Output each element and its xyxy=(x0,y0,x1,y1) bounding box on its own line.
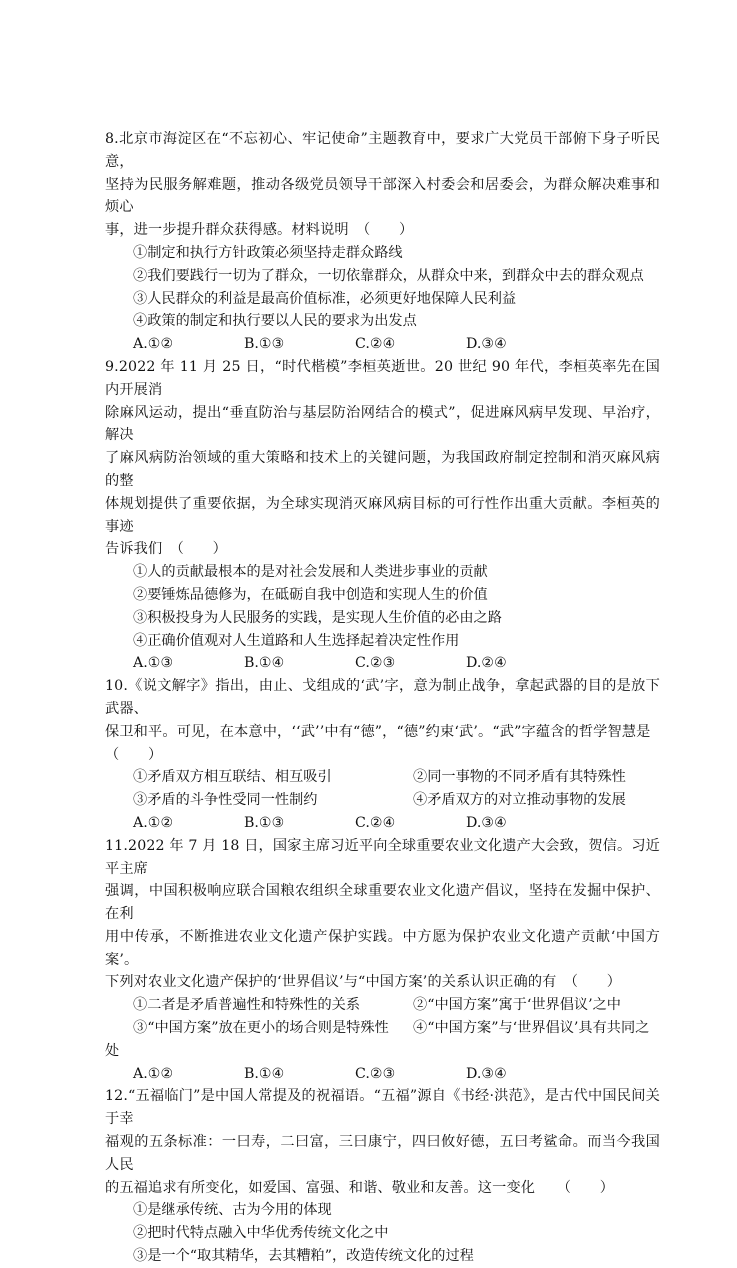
question-stem-line: 除麻风运动，提出“垂直防治与基层防治网结合的模式”，促进麻风病早发现、早治疗，解决 xyxy=(105,404,660,444)
answer-choice-d: D.③④ xyxy=(466,336,507,353)
question-stem-line: 坚持为民服务解难题，推动各级党员领导干部深入村委会和居委会，为群众解决难事和烦心 xyxy=(105,176,660,216)
question-stem-line: 体规划提供了重要依据，为全球实现消灭麻风病目标的可行性作出重大贡献。李桓英的事迹 xyxy=(105,495,660,535)
question-stem-line: 的五福追求有所变化，如爱国、富强、和谐、敬业和友善。这一变化 （ ） xyxy=(105,1179,615,1196)
answer-choice-b: B.①③ xyxy=(244,814,285,831)
answer-choice-d: D.③④ xyxy=(466,1065,507,1082)
question-stem-line: 强调，中国积极响应联合国粮农组织全球重要农业文化遗产倡议，坚持在发掘中保护、在利 xyxy=(105,883,660,923)
question-stem-line: 10.《说文解字》指出，由止、戈组成的‘武’字，意为制止战争，拿起武器的目的是放下武器、 xyxy=(105,678,660,717)
answer-choice-d: D.②④ xyxy=(466,655,507,672)
option-item: ②同一事物的不同矛盾有其特殊性 xyxy=(413,769,626,786)
question-8 xyxy=(105,128,660,356)
question-12 xyxy=(105,1085,660,1267)
option-item: ③人民群众的利益是最高价值标准，必须更好地保障人民利益 xyxy=(133,290,517,307)
answer-choice-a: A.①② xyxy=(133,336,174,353)
answer-choice-b: B.①④ xyxy=(244,1065,285,1082)
option-continuation: 处 xyxy=(105,1042,120,1059)
question-stem-line: 告诉我们 （ ） xyxy=(105,541,227,558)
option-item: ③是一个“取其精华，去其糟粕”，改造传统文化的过程 xyxy=(133,1248,474,1265)
option-item: ②把时代特点融入中华优秀传统文化之中 xyxy=(133,1225,389,1242)
answer-choices xyxy=(105,652,660,675)
question-stem-line: 9.2022 年 11 月 25 日，“时代楷模”李桓英逝世。20 世纪 90 年代，李桓英率先在国内开展消 xyxy=(105,358,660,398)
option-row xyxy=(105,766,660,789)
answer-choice-a: A.①② xyxy=(133,1065,174,1082)
answer-choices xyxy=(105,1063,660,1086)
option-item: ④矛盾双方的对立推动事物的发展 xyxy=(413,792,626,809)
option-item: ③积极投身为人民服务的实践，是实现人生价值的必由之路 xyxy=(133,609,502,626)
option-row xyxy=(105,1017,660,1040)
option-item: ④正确价值观对人生道路和人生选择起着决定性作用 xyxy=(133,632,460,649)
answer-choice-b: B.①③ xyxy=(244,336,285,353)
question-stem-line: 8.北京市海淀区在“不忘初心、牢记使命”主题教育中，要求广大党员干部俯下身子听民意， xyxy=(105,131,660,170)
question-stem-line: 12.“五福临门”是中国人常提及的祝福语。“五福”源自《书经·洪范》，是古代中国民间关于幸 xyxy=(105,1088,660,1128)
question-stem-line: 事，进一步提升群众获得感。材料说明 （ ） xyxy=(105,222,414,239)
question-stem-line: 用中传承，不断推进农业文化遗产保护实践。中方愿为保护农业文化遗产贡献‘中国方案’。 xyxy=(105,928,660,968)
question-stem-line: 了麻风病防治领域的重大策略和技术上的关键问题，为我国政府制定控制和消灭麻风病的整 xyxy=(105,450,660,489)
option-item: ②“中国方案”寓于‘世界倡议’之中 xyxy=(413,997,621,1014)
option-item: ④“中国方案”与‘世界倡议’具有共同之 xyxy=(413,1020,650,1037)
question-stem-line: 保卫和平。可见，在本意中，‘‘武’’中有“德”，“德”约束‘武’。“武”字蕴含的哲学智慧是 xyxy=(105,723,651,740)
option-item: ④政策的制定和执行要以人民的要求为出发点 xyxy=(133,313,417,330)
question-10 xyxy=(105,675,660,835)
answer-choice-a: A.①③ xyxy=(133,655,174,672)
answer-choice-c: C.②③ xyxy=(355,655,396,672)
question-stem-line: 下列对农业文化遗产保护的‘世界倡议’与“中国方案’的关系认识正确的有 （ ） xyxy=(105,974,622,991)
question-9 xyxy=(105,356,660,675)
answer-choice-a: A.①② xyxy=(133,814,174,831)
option-item: ②要锤炼品德修为，在砥砺自我中创造和实现人生的价值 xyxy=(133,586,488,603)
question-stem-line: 福观的五条标准：一曰寿，二曰富，三曰康宁，四曰攸好德，五曰考鲨命。而当今我国人民 xyxy=(105,1134,660,1173)
answer-choice-b: B.①④ xyxy=(244,655,285,672)
answer-choice-c: C.②④ xyxy=(355,814,396,831)
option-item: ①制定和执行方针政策必须坚持走群众路线 xyxy=(133,244,403,261)
option-item: ①二者是矛盾普遍性和特殊性的关系 xyxy=(133,997,361,1014)
option-row xyxy=(105,994,660,1017)
option-item: ②我们要践行一切为了群众，一切依靠群众，从群众中来，到群众中去的群众观点 xyxy=(133,267,644,284)
option-item: ③“中国方案”放在更小的场合则是特殊性 xyxy=(133,1020,389,1037)
answer-choices xyxy=(105,333,660,356)
option-item: ①是继承传统、古为今用的体现 xyxy=(133,1202,332,1219)
option-row xyxy=(105,789,660,812)
answer-choices xyxy=(105,812,660,835)
option-item: ③矛盾的斗争性受同一性制约 xyxy=(133,792,318,809)
answer-choice-d: D.③④ xyxy=(466,814,507,831)
option-item: ①矛盾双方相互联结、相互吸引 xyxy=(133,769,332,786)
question-stem-line: （ ） xyxy=(105,746,163,763)
answer-choice-c: C.②④ xyxy=(355,336,396,353)
answer-choice-c: C.②③ xyxy=(355,1065,396,1082)
question-11 xyxy=(105,835,660,1086)
exam-page xyxy=(105,128,660,1268)
option-item: ①人的贡献最根本的是对社会发展和人类进步事业的贡献 xyxy=(133,564,488,581)
question-stem-line: 11.2022 年 7 月 18 日，国家主席习近平向全球重要农业文化遗产大会致，贺信。习近平主席 xyxy=(105,837,661,877)
